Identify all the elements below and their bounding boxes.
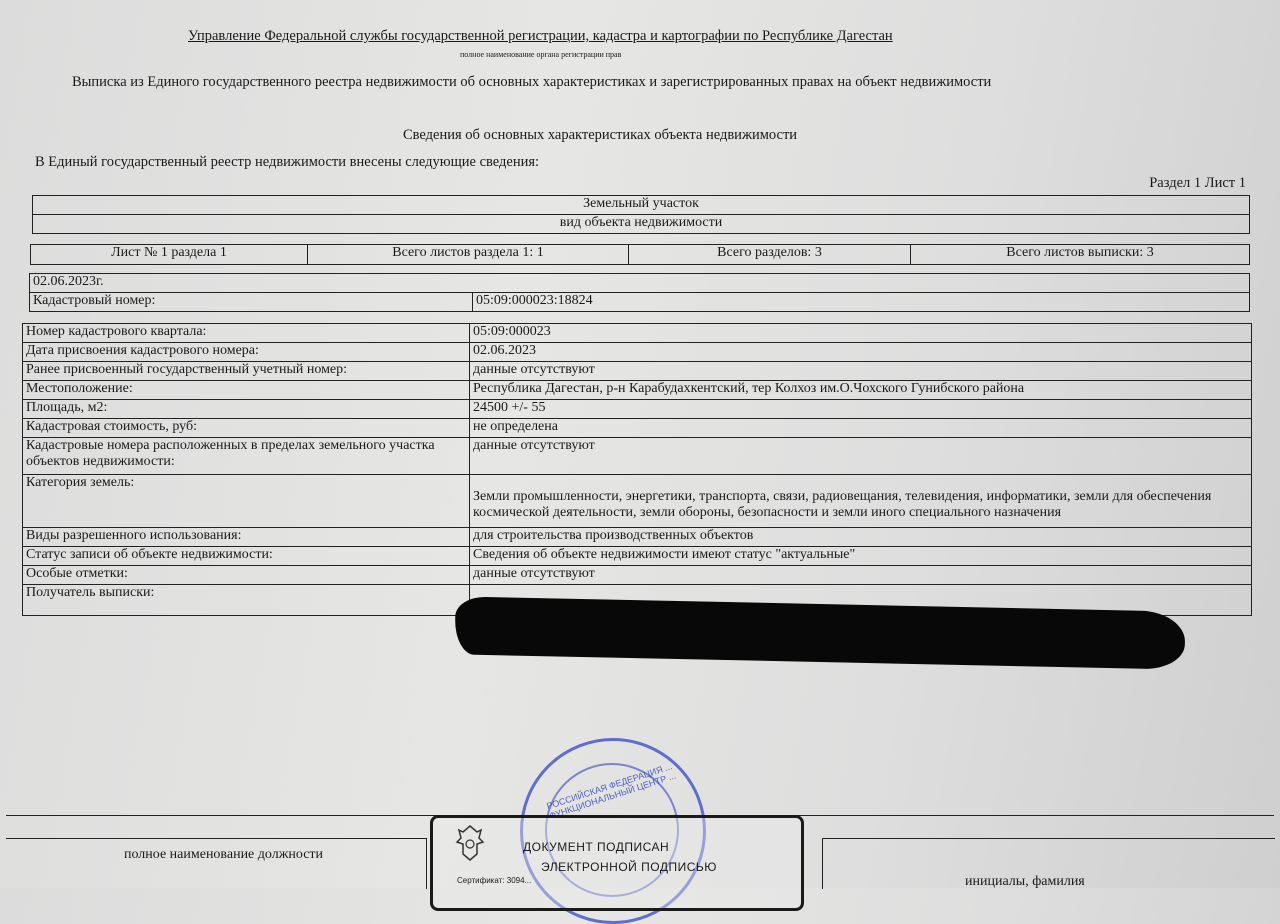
cadastral-number-value: 05:09:000023:18824 xyxy=(473,293,1250,312)
sheets-table xyxy=(30,244,1250,265)
row-value: 05:09:000023 xyxy=(470,324,1252,343)
table-row xyxy=(23,528,1252,547)
row-value: Сведения об объекте недвижимости имеют статус "актуальные" xyxy=(470,547,1252,566)
row-label: Статус записи об объекте недвижимости: xyxy=(23,547,470,566)
row-label: Кадастровые номера расположенных в пределах земельного участка объектов недвижимости: xyxy=(23,438,470,475)
seal-text: РОССИЙСКАЯ ФЕДЕРАЦИЯ ... ФУНКЦИОНАЛЬНЫЙ ЦЕНТР ... xyxy=(545,761,678,822)
stamp-line-1: ДОКУМЕНТ ПОДПИСАН xyxy=(523,840,670,854)
total-section-sheets: Всего листов раздела 1: 1 xyxy=(308,245,629,265)
row-label: Дата присвоения кадастрового номера: xyxy=(23,343,470,362)
row-value: 02.06.2023 xyxy=(470,343,1252,362)
table-row xyxy=(23,343,1252,362)
agency-note: полное наименование органа регистрации прав xyxy=(460,50,622,59)
date-cadastral-table xyxy=(29,273,1250,312)
row-label: Местоположение: xyxy=(23,381,470,400)
row-value: Земли промышленности, энергетики, транспорта, связи, радиовещания, телевидения, информатики, земли для обеспечения космической деятельности, земли обороны, безопасности и земли иного специального назначения xyxy=(470,475,1252,528)
object-type: Земельный участок xyxy=(33,196,1250,215)
total-extract-sheets: Всего листов выписки: 3 xyxy=(911,245,1250,265)
position-label: полное наименование должности xyxy=(124,847,324,862)
initials-label: инициалы, фамилия xyxy=(965,874,1085,889)
emblem-icon xyxy=(455,824,485,862)
row-value: для строительства производственных объектов xyxy=(470,528,1252,547)
intro-text: В Единый государственный реестр недвижимости внесены следующие сведения: xyxy=(35,154,540,170)
table-row xyxy=(23,419,1252,438)
table-row xyxy=(23,475,1252,528)
extract-title: Выписка из Единого государственного реестра недвижимости об основных характеристиках и зарегистрированных правах на объект недвижимости xyxy=(72,74,992,90)
row-value: 24500 +/- 55 xyxy=(470,400,1252,419)
row-value: данные отсутствуют xyxy=(470,566,1252,585)
characteristics-table xyxy=(22,323,1252,616)
row-value: данные отсутствуют xyxy=(470,362,1252,381)
section-title: Сведения об основных характеристиках объекта недвижимости xyxy=(403,127,798,143)
table-row xyxy=(23,324,1252,343)
table-row xyxy=(23,566,1252,585)
row-label: Особые отметки: xyxy=(23,566,470,585)
position-cell xyxy=(6,838,427,889)
table-row xyxy=(23,400,1252,419)
row-label: Площадь, м2: xyxy=(23,400,470,419)
object-type-table xyxy=(32,195,1250,234)
row-value: не определена xyxy=(470,419,1252,438)
extract-date: 02.06.2023г. xyxy=(30,274,1250,293)
agency-name: Управление Федеральной службы государственной регистрации, кадастра и картографии по Республике Дагестан xyxy=(188,28,893,44)
section-sheet-label: Раздел 1 Лист 1 xyxy=(1149,175,1246,191)
table-row xyxy=(23,362,1252,381)
stamp-line-2: ЭЛЕКТРОННОЙ ПОДПИСЬЮ xyxy=(541,860,717,874)
sheet-number: Лист № 1 раздела 1 xyxy=(31,245,308,265)
row-label: Виды разрешенного использования: xyxy=(23,528,470,547)
table-row xyxy=(23,438,1252,475)
object-type-caption: вид объекта недвижимости xyxy=(33,215,1250,234)
row-label: Кадастровая стоимость, руб: xyxy=(23,419,470,438)
row-label: Получатель выписки: xyxy=(23,585,470,616)
row-value: Республика Дагестан, р-н Карабудахкентский, тер Колхоз им.О.Чохского Гунибского района xyxy=(470,381,1252,400)
total-sections: Всего разделов: 3 xyxy=(629,245,911,265)
row-label: Ранее присвоенный государственный учетный номер: xyxy=(23,362,470,381)
e-signature-stamp xyxy=(430,815,804,911)
stamp-certificate: Сертификат: 3094... xyxy=(457,876,532,885)
table-row xyxy=(23,381,1252,400)
row-label: Номер кадастрового квартала: xyxy=(23,324,470,343)
row-value: данные отсутствуют xyxy=(470,438,1252,475)
row-label: Категория земель: xyxy=(23,475,470,528)
table-row xyxy=(23,547,1252,566)
cadastral-number-label: Кадастровый номер: xyxy=(30,293,473,312)
